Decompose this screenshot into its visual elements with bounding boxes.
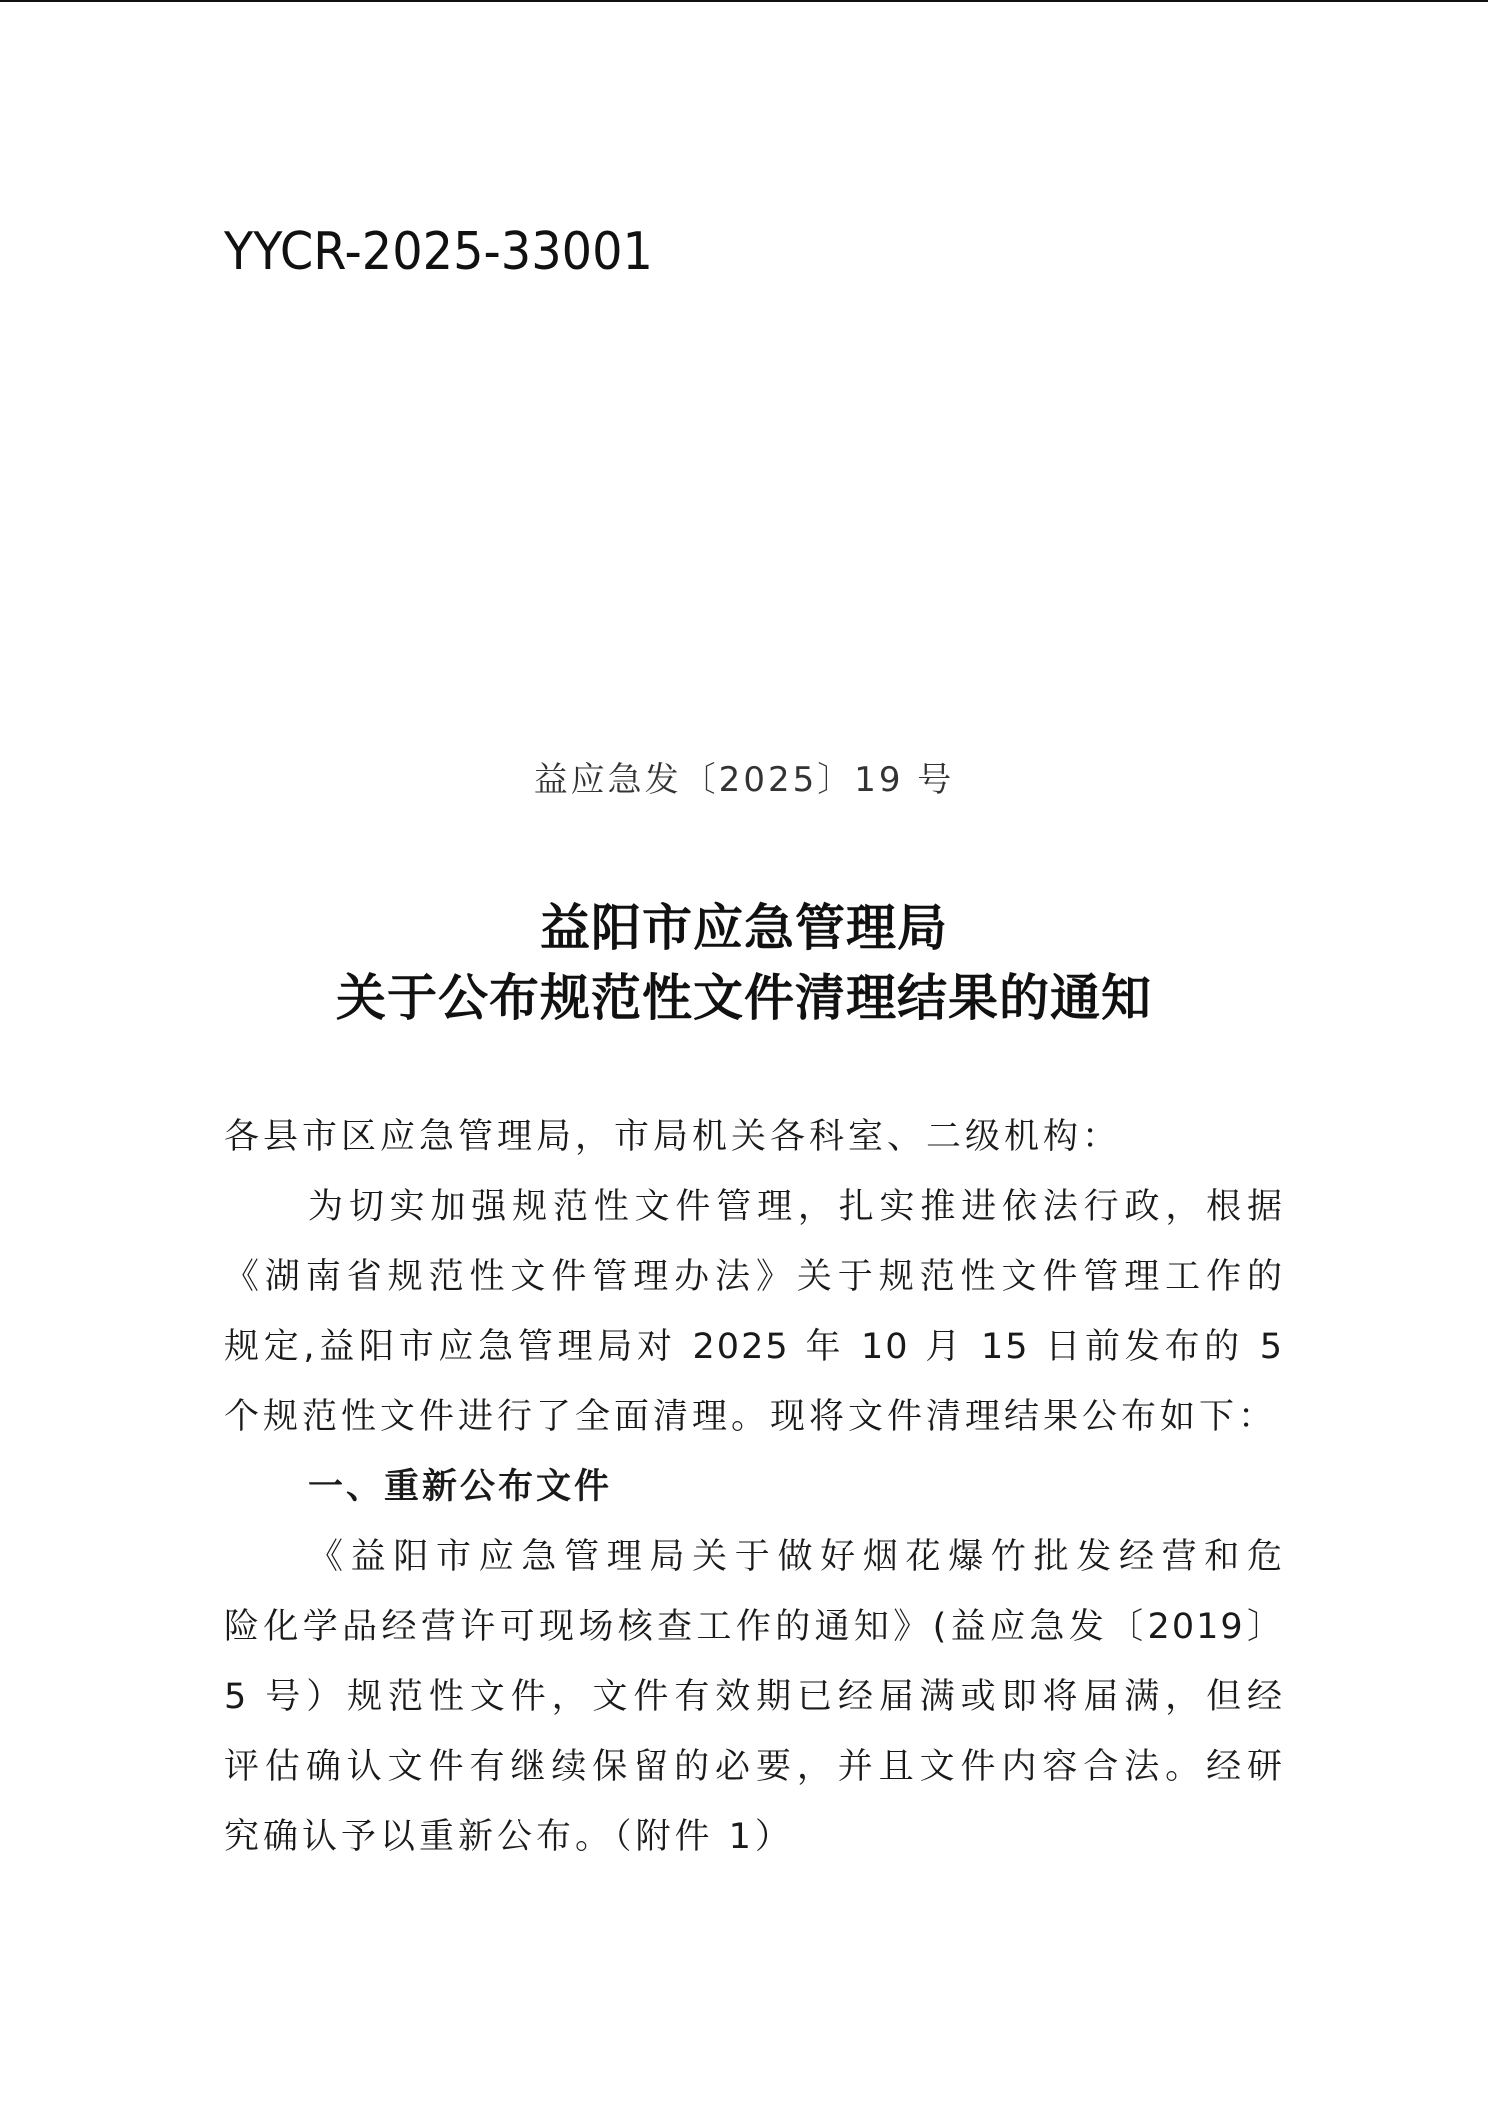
- section-heading: 一、重新公布文件: [308, 1467, 613, 1507]
- document-code: YYCR-2025-33001: [224, 222, 654, 282]
- body-line: 个规范性文件进行了全面清理。现将文件清理结果公布如下：: [224, 1397, 1278, 1437]
- body-line: 规定,益阳市应急管理局对 2025 年 10 月 15 日前发布的 5: [224, 1327, 1284, 1367]
- body-line: 评估确认文件有继续保留的必要，并且文件内容合法。经研: [224, 1747, 1284, 1787]
- document-title-line-2: 关于公布规范性文件清理结果的通知: [336, 968, 1152, 1027]
- body-line: 究确认予以重新公布。（附件 1）: [224, 1817, 794, 1857]
- top-rule: [0, 0, 1488, 2]
- document-number: 益应急发〔2025〕19 号: [533, 760, 955, 800]
- body-line: 险化学品经营许可现场核查工作的通知》(益应急发〔2019〕: [224, 1607, 1284, 1647]
- body-line: 《益阳市应急管理局关于做好烟花爆竹批发经营和危: [308, 1537, 1284, 1577]
- body-line: 为切实加强规范性文件管理，扎实推进依法行政，根据: [308, 1187, 1284, 1227]
- document-body: [224, 1102, 1284, 1872]
- body-line: 5 号）规范性文件，文件有效期已经届满或即将届满，但经: [224, 1677, 1284, 1717]
- body-line: 《湖南省规范性文件管理办法》关于规范性文件管理工作的: [224, 1257, 1284, 1297]
- salutation: 各县市区应急管理局，市局机关各科室、二级机构：: [224, 1117, 1122, 1157]
- document-title-line-1: 益阳市应急管理局: [540, 898, 948, 957]
